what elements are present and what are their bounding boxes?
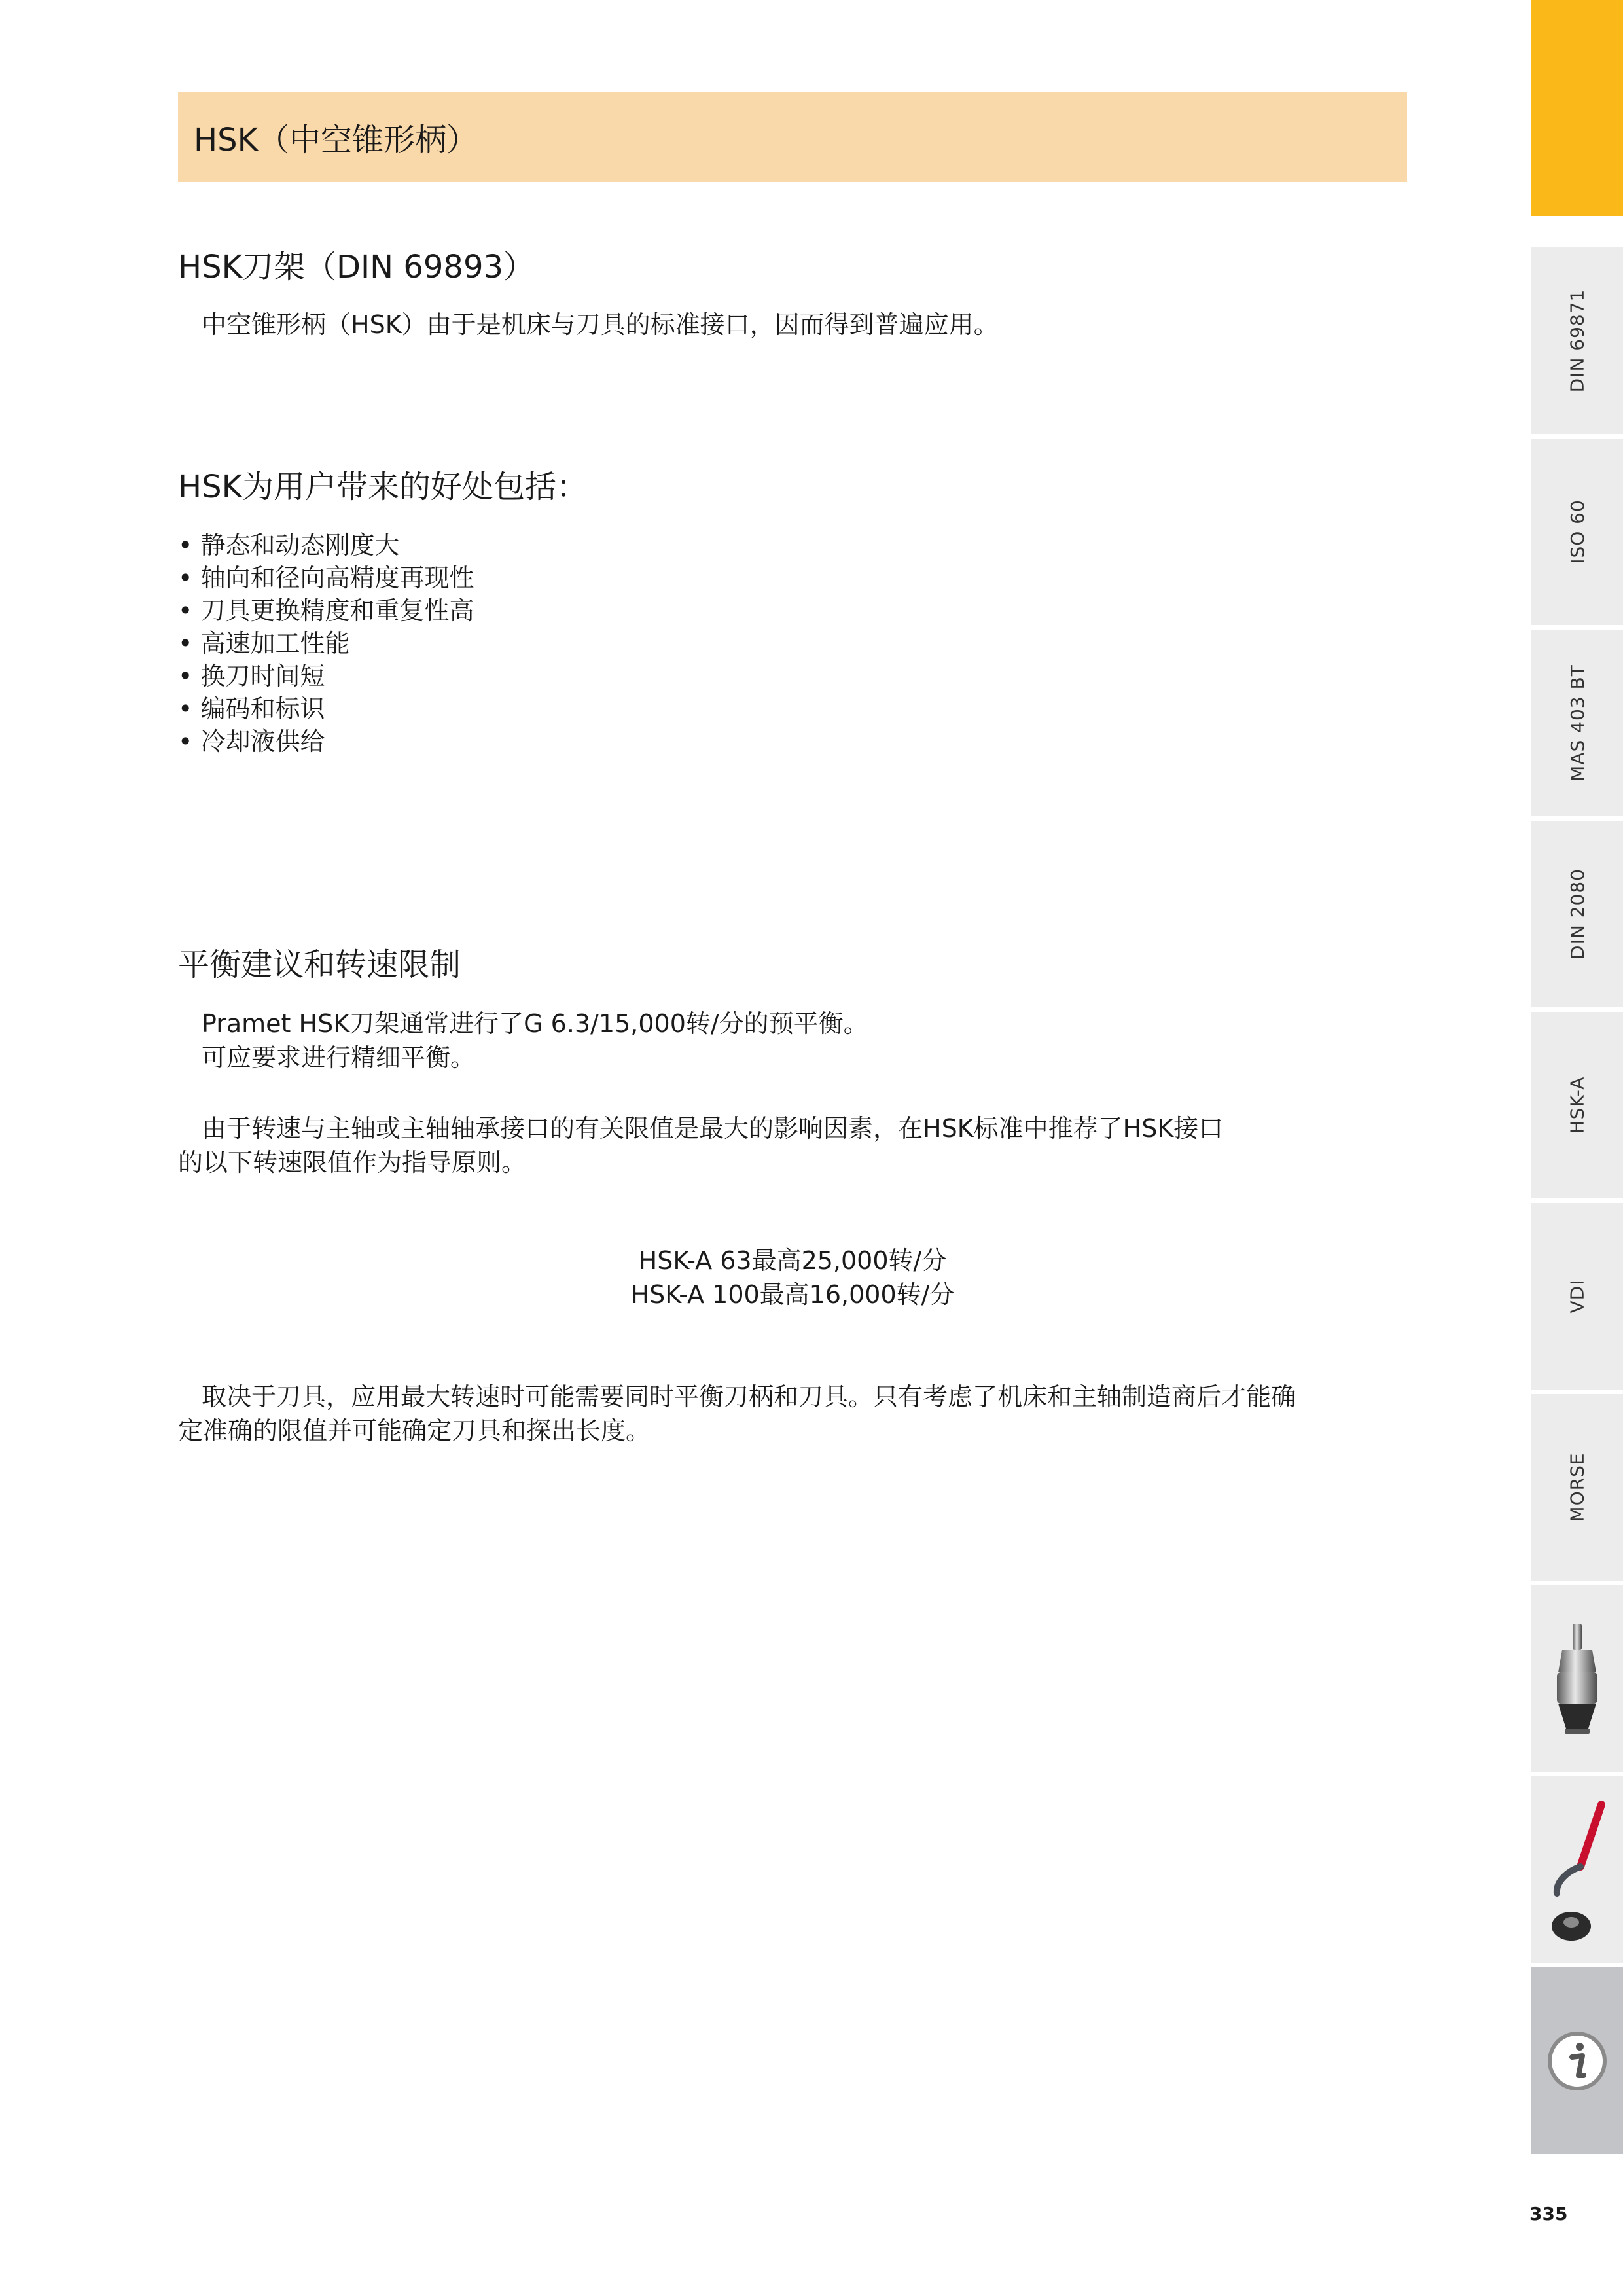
list-item: • 轴向和径向高精度再现性 — [178, 562, 474, 594]
list-item: • 刀具更换精度和重复性高 — [178, 594, 474, 627]
section-heading-hsk-holder: HSK刀架（DIN 69893） — [178, 249, 535, 285]
tab-info[interactable] — [1531, 1967, 1623, 2154]
tab-din-69871[interactable]: DIN 69871 — [1531, 247, 1623, 434]
tab-mas-403-bt[interactable]: MAS 403 BT — [1531, 630, 1623, 816]
tab-din-2080[interactable]: DIN 2080 — [1531, 821, 1623, 1007]
tab-chuck[interactable] — [1531, 1585, 1623, 1772]
tool-paragraph-line-1: 取决于刀具，应用最大转速时可能需要同时平衡刀柄和刀具。只有考虑了机床和主轴制造商后才能确 — [202, 1382, 1296, 1411]
drill-chuck-icon — [1548, 1620, 1607, 1738]
list-item: • 编码和标识 — [178, 692, 474, 725]
list-item: • 静态和动态刚度大 — [178, 529, 474, 562]
speed-limit-hsk-a100: HSK-A 100最高16,000转/分 — [630, 1280, 955, 1309]
tool-paragraph-line-2: 定准确的限值并可能确定刀具和探出长度。 — [178, 1416, 651, 1445]
speed-limit-hsk-a63: HSK-A 63最高25,000转/分 — [638, 1246, 947, 1275]
benefits-list — [178, 529, 474, 758]
tab-vdi[interactable]: VDI — [1531, 1203, 1623, 1390]
list-item: • 换刀时间短 — [178, 660, 474, 692]
tab-hsk-a[interactable]: HSK-A — [1531, 1012, 1623, 1198]
balancing-line-2: 可应要求进行精细平衡。 — [202, 1043, 476, 1072]
tab-wrench[interactable] — [1531, 1776, 1623, 1963]
tab-iso-60[interactable]: ISO 60 — [1531, 439, 1623, 625]
list-item: • 冷却液供给 — [178, 725, 474, 758]
list-item: • 高速加工性能 — [178, 627, 474, 660]
page-title: HSK（中空锥形柄） — [194, 121, 478, 158]
tab-morse[interactable]: MORSE — [1531, 1394, 1623, 1581]
page-number: 335 — [1529, 2203, 1568, 2225]
wrench-collet-icon — [1541, 1798, 1613, 1942]
balancing-line-1: Pramet HSK刀架通常进行了G 6.3/15,000转/分的预平衡。 — [202, 1009, 868, 1038]
info-icon — [1546, 2030, 1609, 2092]
sidebar-accent — [1531, 0, 1623, 216]
section-heading-balancing: 平衡建议和转速限制 — [178, 946, 461, 983]
page-title-bar — [178, 92, 1407, 182]
speed-paragraph-line-1: 由于转速与主轴或主轴轴承接口的有关限值是最大的影响因素，在HSK标准中推荐了HSK接口 — [202, 1114, 1224, 1143]
speed-paragraph-line-2: 的以下转速限值作为指导原则。 — [178, 1148, 527, 1177]
intro-paragraph: 中空锥形柄（HSK）由于是机床与刀具的标准接口，因而得到普遍应用。 — [202, 310, 999, 339]
section-heading-benefits: HSK为用户带来的好处包括： — [178, 469, 588, 505]
